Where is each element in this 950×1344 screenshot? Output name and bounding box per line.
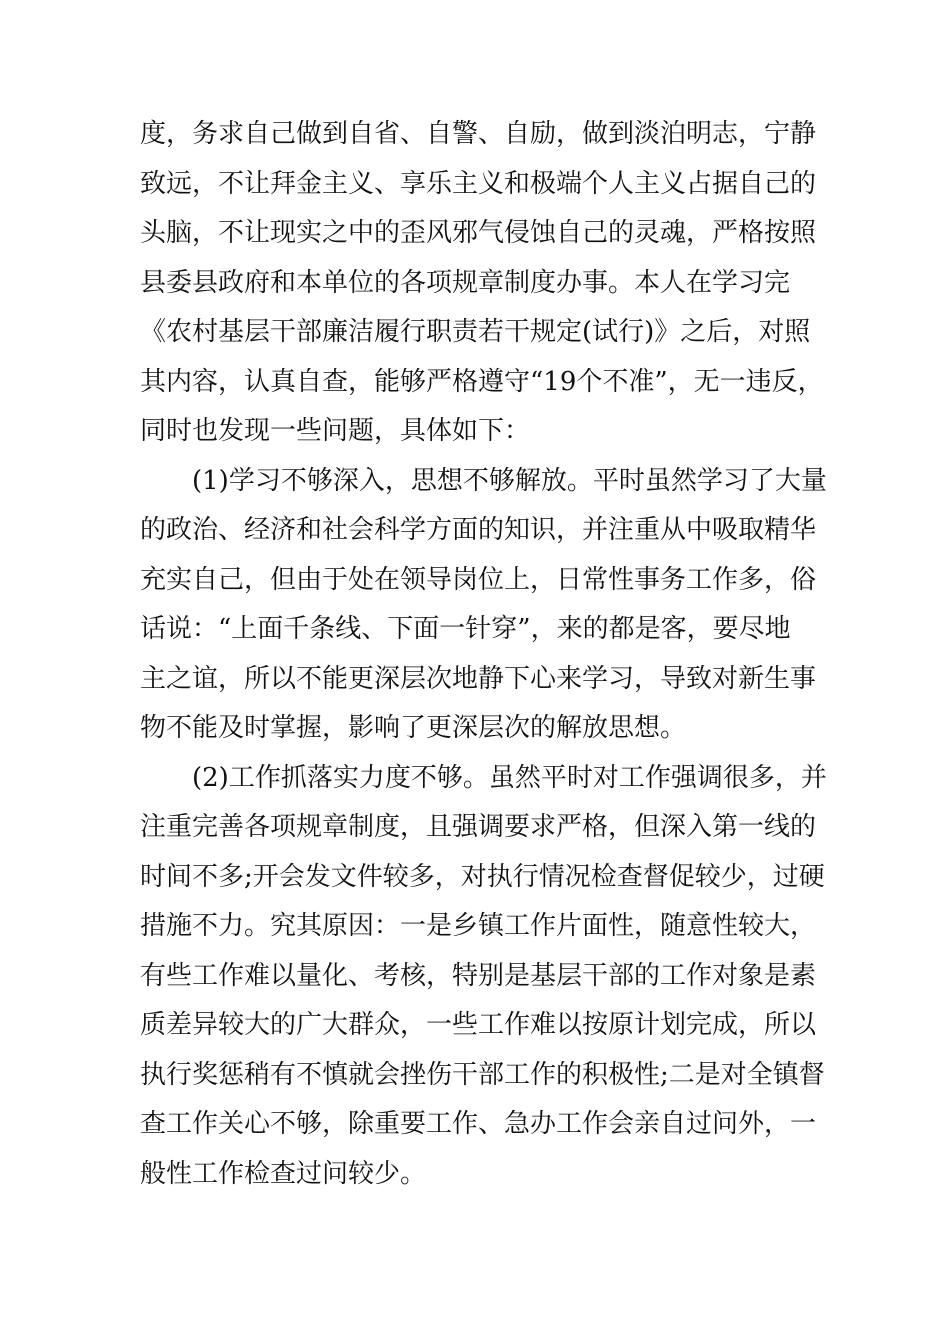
paragraph-3 bbox=[140, 754, 830, 1200]
text-line: 物不能及时掌握，影响了更深层次的解放思想。 bbox=[140, 713, 687, 743]
text-line: 般性工作检查过问较少。 bbox=[140, 1158, 427, 1189]
body-text bbox=[140, 110, 830, 1199]
text-line: 执行奖惩稍有不慎就会挫伤干部工作的积极性;二是对全镇督 bbox=[140, 1059, 825, 1090]
text-line: 注重完善各项规章制度，且强调要求严格，但深入第一线的 bbox=[140, 812, 817, 842]
text-line: 主之谊，所以不能更深层次地静下心来学习，导致对新生事 bbox=[140, 663, 817, 694]
text-line: 其内容，认真自查，能够严格遵守“19个不准”，无一违反， bbox=[140, 366, 824, 397]
text-line: 查工作关心不够，除重要工作、急办工作会亲自过问外，一 bbox=[140, 1109, 817, 1139]
text-line: 措施不力。究其原因：一是乡镇工作片面性，随意性较大， bbox=[140, 911, 817, 941]
text-line: (1)学习不够深入，思想不够解放。平时虽然学习了大量 bbox=[192, 465, 827, 496]
text-line: 的政治、经济和社会科学方面的知识，并注重从中吸取精华 bbox=[140, 515, 817, 545]
text-line: 有些工作难以量化、考核，特别是基层干部的工作对象是素 bbox=[140, 960, 817, 991]
text-line: 致远，不让拜金主义、享乐主义和极端个人主义占据自己的 bbox=[140, 168, 817, 199]
text-line: 县委县政府和本单位的各项规章制度办事。本人在学习完 bbox=[140, 267, 791, 298]
text-line: 充实自己，但由于处在领导岗位上，日常性事务工作多，俗 bbox=[140, 564, 817, 595]
text-line: 话说：“上面千条线、下面一针穿”，来的都是客，要尽地 bbox=[140, 614, 791, 644]
text-line: 《农村基层干部廉洁履行职责若干规定(试行)》之后，对照 bbox=[140, 317, 811, 347]
paragraph-2 bbox=[140, 457, 830, 754]
text-line: 度，务求自己做到自省、自警、自励，做到淡泊明志，宁静 bbox=[140, 119, 817, 149]
text-line: 时间不多;开会发文件较多，对执行情况检查督促较少，过硬 bbox=[140, 861, 825, 892]
text-line: 同时也发现一些问题，具体如下： bbox=[140, 416, 531, 446]
paragraph-1 bbox=[140, 110, 830, 457]
text-line: (2)工作抓落实力度不够。虽然平时对工作强调很多，并 bbox=[192, 762, 827, 793]
text-line: 头脑，不让现实之中的歪风邪气侵蚀自己的灵魂，严格按照 bbox=[140, 218, 817, 248]
text-line: 质差异较大的广大群众，一些工作难以按原计划完成，所以 bbox=[140, 1010, 817, 1040]
